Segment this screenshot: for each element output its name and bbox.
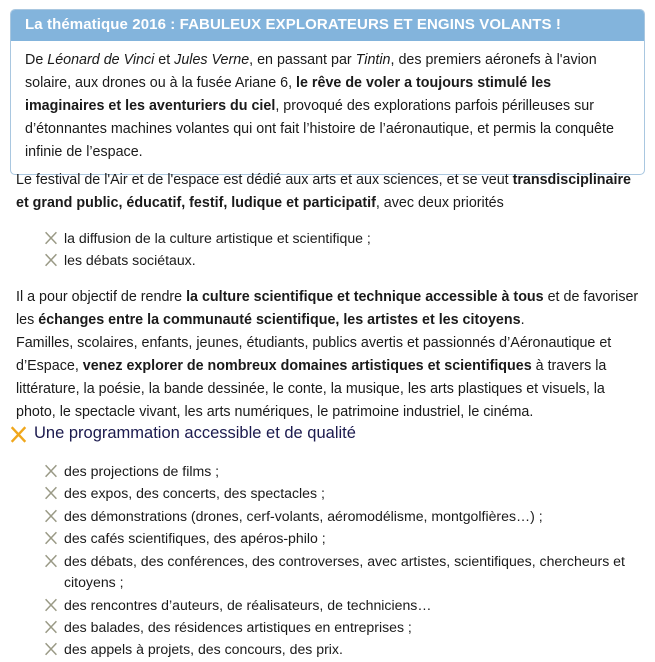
objectif-text-2: et de favoriser les bbox=[16, 289, 639, 329]
x-mark-icon bbox=[44, 531, 58, 545]
list-item bbox=[44, 228, 604, 249]
programmation-heading-label: Une programmation accessible et de qualité bbox=[34, 424, 356, 442]
callout-body-text bbox=[11, 41, 644, 175]
x-mark-icon bbox=[44, 620, 58, 634]
publics-bold-1: venez explorer de nombreux domaines artistiques et scientifiques bbox=[82, 358, 532, 375]
list-item bbox=[44, 250, 604, 271]
list-item-label: des expos, des concerts, des spectacles ; bbox=[64, 485, 325, 502]
programmation-heading bbox=[10, 423, 640, 444]
list-item bbox=[44, 528, 634, 549]
list-item-label: des appels à projets, des concours, des prix. bbox=[64, 641, 343, 658]
callout-italic-tintin: Tintin bbox=[355, 51, 391, 68]
list-item bbox=[44, 639, 634, 660]
paragraph-festival bbox=[16, 169, 642, 215]
programmation-list bbox=[44, 461, 634, 662]
x-mark-icon bbox=[10, 426, 27, 443]
list-item-label: les débats sociétaux. bbox=[64, 252, 196, 269]
objectif-text-3: . bbox=[520, 312, 525, 329]
list-item-label: des débats, des conférences, des controverses, avec artistes, scientifiques, chercheurs et citoyens ; bbox=[64, 552, 625, 591]
objectif-text-1: Il a pour objectif de rendre bbox=[16, 289, 187, 305]
x-mark-icon bbox=[44, 598, 58, 612]
festival-text-1: Le festival de l'Air et de l'espace est dédié aux arts et aux sciences, et se veut bbox=[16, 172, 513, 188]
list-item-label: la diffusion de la culture artistique et scientifique ; bbox=[64, 230, 371, 246]
callout-bold-reve: le rêve de voler a toujours stimulé les imaginaires et les aventuriers du ciel bbox=[25, 74, 552, 114]
festival-bold-1: transdisciplinaire et grand public, éducatif, festif, ludique et participatif bbox=[16, 172, 631, 212]
festival-text-2: , avec deux priorités bbox=[375, 195, 504, 212]
list-item bbox=[44, 506, 634, 527]
list-item-label: des cafés scientifiques, des apéros-philo ; bbox=[64, 530, 326, 547]
callout-text-4: , des premiers aéronefs à l'avion solaire, aux drones ou à la fusée Ariane 6, bbox=[25, 51, 597, 91]
callout-text-3: , en passant par bbox=[249, 51, 356, 68]
callout-italic-leonard: Léonard de Vinci bbox=[47, 51, 155, 68]
list-item bbox=[44, 461, 634, 482]
list-item bbox=[44, 551, 634, 594]
callout-text-5: , provoqué des explorations parfois périlleuses sur d’étonnantes machines volantes qui ont fait l’histoire de l’aéronautique, et permis la conquête infinie de l’espace. bbox=[25, 97, 614, 161]
publics-text-1: Familles, scolaires, enfants, jeunes, étudiants, publics avertis et passionnés d’Aéronautique et d’Espace, bbox=[16, 335, 612, 375]
x-mark-icon bbox=[44, 642, 58, 656]
list-item-label: des démonstrations (drones, cerf-volants, aéromodélisme, montgolfières…) ; bbox=[64, 507, 543, 524]
x-mark-icon bbox=[44, 486, 58, 500]
list-item-label: des rencontres d’auteurs, de réalisateurs, de techniciens… bbox=[64, 596, 432, 613]
list-item bbox=[44, 483, 634, 504]
list-item-label: des projections de films ; bbox=[64, 463, 220, 479]
list-item-label: des balades, des résidences artistiques en entreprises ; bbox=[64, 618, 412, 635]
callout-text-1: De bbox=[25, 51, 48, 68]
x-mark-icon bbox=[44, 253, 58, 267]
x-mark-icon bbox=[44, 464, 58, 478]
x-mark-icon bbox=[44, 231, 58, 245]
publics-text-2: à travers la littérature, la poésie, la bande dessinée, le conte, la musique, les arts plastiques et visuels, la photo, le spectacle vivant, les arts numériques, le patrimoine industriel, le cinéma. bbox=[16, 358, 607, 421]
list-item bbox=[44, 617, 634, 638]
objectif-bold-2: échanges entre la communauté scientifique, les artistes et les citoyens bbox=[38, 312, 521, 329]
list-item bbox=[44, 595, 634, 616]
x-mark-icon bbox=[44, 554, 58, 568]
callout-title: La thématique 2016 : FABULEUX EXPLORATEURS ET ENGINS VOLANTS ! bbox=[11, 10, 644, 41]
paragraph-publics bbox=[16, 332, 642, 425]
thematic-callout-box bbox=[10, 9, 645, 175]
paragraph-objectif bbox=[16, 286, 642, 332]
objectif-bold-1: la culture scientifique et technique accessible à tous bbox=[186, 289, 544, 305]
priorities-list bbox=[44, 228, 604, 273]
callout-italic-jules: Jules Verne bbox=[174, 51, 250, 68]
callout-text-2: et bbox=[154, 51, 175, 68]
x-mark-icon bbox=[44, 509, 58, 523]
